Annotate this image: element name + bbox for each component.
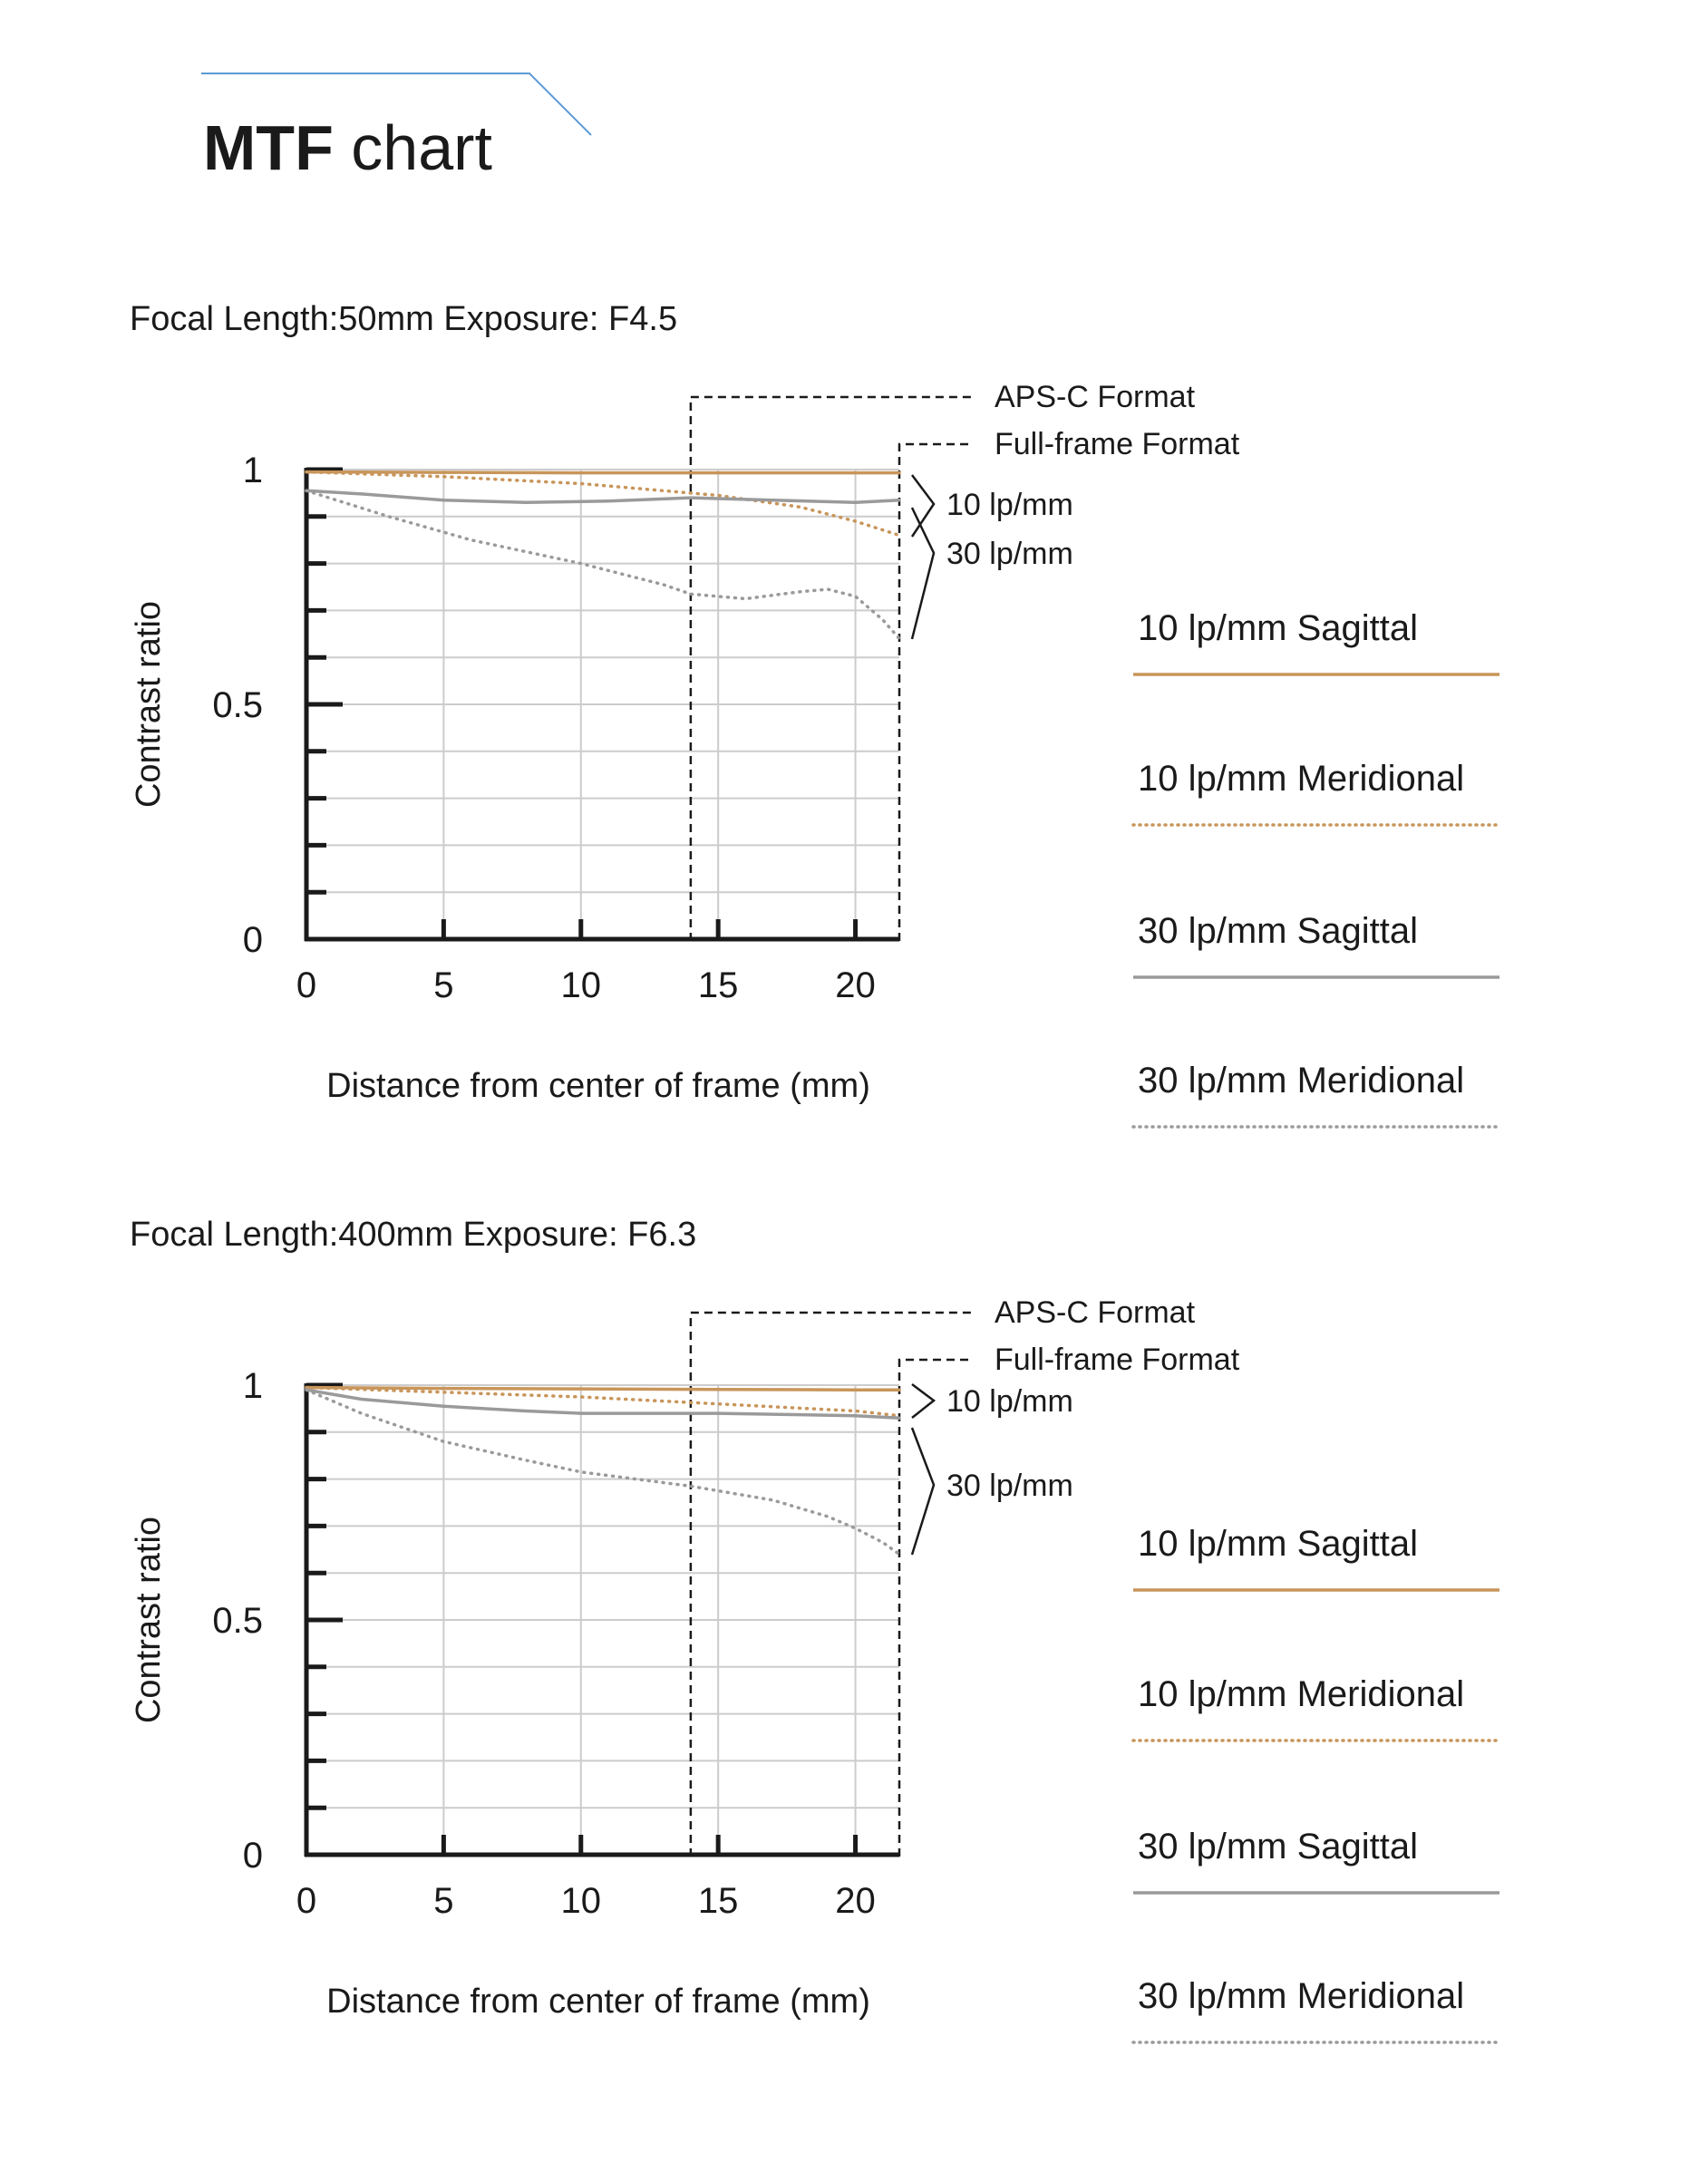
page-title-bold: MTF xyxy=(203,112,334,183)
y-axis-label: Contrast ratio xyxy=(130,1516,168,1724)
legend-label: 10 lp/mm Sagittal xyxy=(1138,608,1419,648)
legend-label: 10 lp/mm Meridional xyxy=(1138,1674,1465,1714)
y-tick-label: 1 xyxy=(242,451,263,490)
legend-label: 10 lp/mm Sagittal xyxy=(1138,1524,1419,1564)
legend-label: 30 lp/mm Meridional xyxy=(1138,1976,1465,2016)
apsc-format-marker xyxy=(691,1313,974,1857)
bracket-label-30lpmm: 30 lp/mm xyxy=(946,1469,1073,1503)
series-line xyxy=(306,472,899,536)
chart-title: Focal Length:400mm Exposure: F6.3 xyxy=(130,1216,697,1254)
y-tick-label: 0 xyxy=(242,920,263,960)
page-title-rest: chart xyxy=(333,112,492,183)
x-tick-label: 10 xyxy=(560,1881,602,1921)
series-line xyxy=(306,1390,899,1418)
mtf-chart-1 xyxy=(130,300,1499,1127)
y-tick-label: 0 xyxy=(242,1836,263,1876)
bracket-10lpmm xyxy=(912,475,934,537)
y-axis-label: Contrast ratio xyxy=(130,600,168,809)
y-tick-label: 0.5 xyxy=(212,1601,263,1641)
legend-label: 30 lp/mm Meridional xyxy=(1138,1061,1465,1101)
fullframe-format-label: Full-frame Format xyxy=(995,427,1240,461)
page-title xyxy=(203,112,492,183)
y-tick-label: 1 xyxy=(242,1366,263,1406)
bracket-label-10lpmm: 10 lp/mm xyxy=(946,1384,1073,1419)
chart-title: Focal Length:50mm Exposure: F4.5 xyxy=(130,300,678,338)
x-tick-label: 20 xyxy=(835,1881,876,1921)
apsc-format-label: APS-C Format xyxy=(995,380,1196,414)
series-line xyxy=(306,472,899,473)
bracket-30lpmm xyxy=(912,508,934,639)
x-tick-label: 15 xyxy=(697,1881,739,1921)
mtf-chart-2 xyxy=(130,1216,1499,2042)
x-axis-label: Distance from center of frame (mm) xyxy=(326,1067,870,1105)
x-tick-label: 15 xyxy=(697,965,739,1005)
fullframe-format-marker xyxy=(899,1360,974,1857)
x-tick-label: 20 xyxy=(835,965,876,1005)
bracket-30lpmm xyxy=(912,1428,934,1555)
fullframe-format-label: Full-frame Format xyxy=(995,1343,1240,1377)
legend-label: 10 lp/mm Meridional xyxy=(1138,759,1465,799)
legend-label: 30 lp/mm Sagittal xyxy=(1138,911,1419,951)
x-tick-label: 5 xyxy=(433,1881,454,1921)
series-line xyxy=(306,490,899,638)
bracket-label-30lpmm: 30 lp/mm xyxy=(946,537,1073,571)
apsc-format-marker xyxy=(691,397,974,941)
x-tick-label: 10 xyxy=(560,965,602,1005)
x-tick-label: 5 xyxy=(433,965,454,1005)
bracket-10lpmm xyxy=(912,1384,934,1418)
legend-label: 30 lp/mm Sagittal xyxy=(1138,1827,1419,1867)
apsc-format-label: APS-C Format xyxy=(995,1295,1196,1330)
series-line xyxy=(306,490,899,502)
x-axis-label: Distance from center of frame (mm) xyxy=(326,1983,870,2021)
x-tick-label: 0 xyxy=(296,1881,317,1921)
x-tick-label: 0 xyxy=(296,965,317,1005)
y-tick-label: 0.5 xyxy=(212,685,263,725)
bracket-label-10lpmm: 10 lp/mm xyxy=(946,488,1073,522)
